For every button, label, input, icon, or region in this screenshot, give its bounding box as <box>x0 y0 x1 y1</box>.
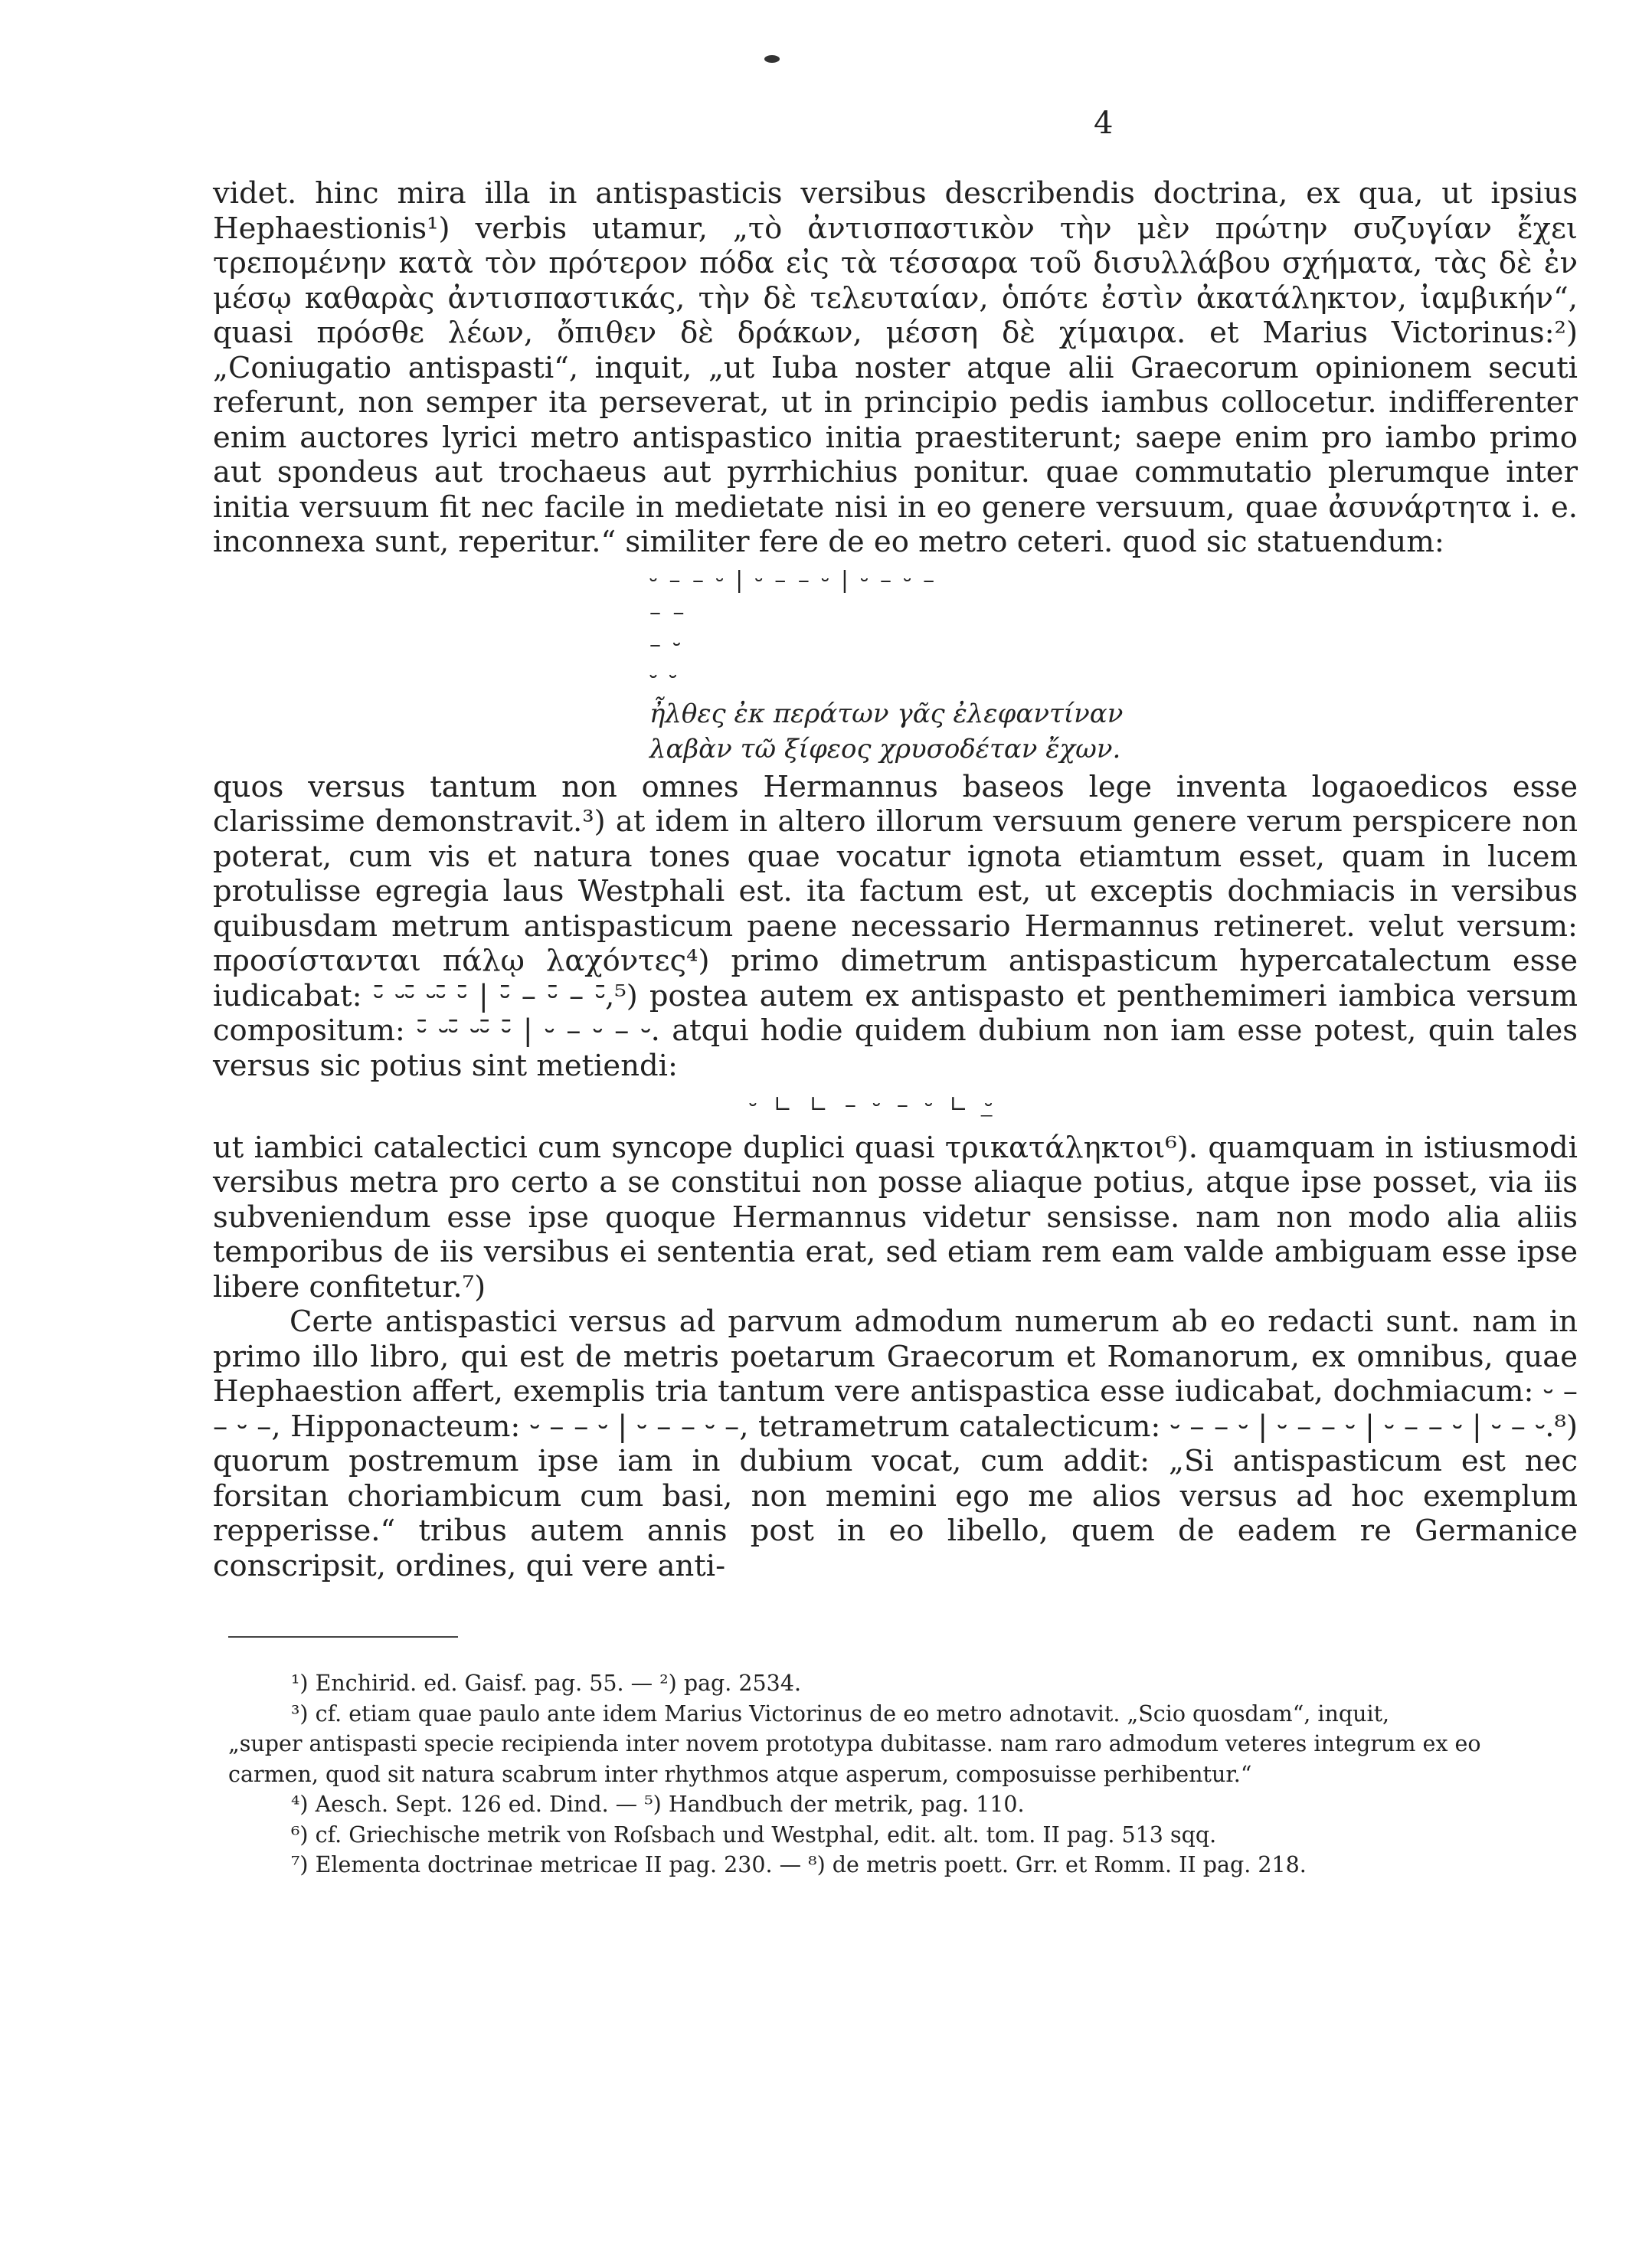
scheme-line: – – <box>649 598 687 626</box>
footnote-rule <box>228 1636 458 1638</box>
paragraph-1: videt. hinc mira illa in antispasticis versibus describendis doctrina, ex qua, ut ipsius Hephaestionis¹) verbis utamur, „τὸ ἀντισπαστικὸν τὴν μὲν πρώτην συζυγίαν ἔχει τρεπομένην κατὰ τὸν πρότερον πόδα εἰς τὰ τέσσαρα τοῦ δισυλλάβου σχήματα, τὰς δὲ ἐν μέσῳ καθαρὰς ἀντισπαστικάς, τὴν δὲ τελευταίαν, ὁπότε ἐστὶν ἀκατάληκτον, ἰαμβικήν“, quasi πρόσθε λέων, ὄπιθεν δὲ δράκων, μέσση δὲ χίμαιρα. et Marius Victorinus:²) „Coniugatio antispasti“, inquit, „ut Iuba noster atque alii Graecorum opinionem secuti referunt, non semper ita perseverat, ut in principio pedis iambus collocetur. indifferenter enim auctores lyrici metro antispastico initia praestiterunt; saepe enim pro iambo primo aut spondeus aut trochaeus aut pyrrhichius ponitur. quae commutatio plerumque inter initia versuum fit nec facile in medietate nisi in eo genere versuum, quae ἀσυνάρτητα i. e. inconnexa sunt, reperitur.“ similiter fere de eo metro ceteri. quod sic statuendum: <box>213 176 1578 559</box>
footnote: ⁷) Elementa doctrinae metricae II pag. 230. — ⁸) de metris poett. Grr. et Romm. II pag. 218. <box>291 1852 1307 1877</box>
main-text <box>213 176 1578 1583</box>
scheme-line: ⏑ – – ⏑ | ⏑ – – ⏑ | ⏑ – ⏑ – <box>649 566 937 594</box>
scheme-line: – ⏑ <box>649 630 683 658</box>
footnote-continuation: „super antispasti specie recipienda inter novem prototypa dubitasse. nam raro admodum veteres integrum ex eo <box>228 1731 1481 1756</box>
metrical-scheme-2: ⏑ ∟ ∟ – ⏑ – ⏑ ∟ ⏑̲ <box>749 1092 997 1118</box>
metrical-scheme <box>213 565 1578 693</box>
scheme-line: ⏑ ⏑ <box>649 663 679 690</box>
footnotes <box>228 1668 1578 1880</box>
greek-verse <box>213 696 1578 767</box>
ink-mark <box>764 55 780 63</box>
greek-line: λαβὰν τῶ ξίφεος χρυσοδέταν ἔχων. <box>649 733 1121 764</box>
paragraph-2: quos versus tantum non omnes Hermannus baseos lege inventa logaoedicos esse clarissime demonstravit.³) at idem in altero illorum versuum genere verum perspicere non poterat, cum vis et natura tones quae vocatur ignota etiamtum esset, quam in lucem protulisse egregia laus Westphali est. ita factum est, ut exceptis dochmiacis in versibus quibusdam metrum antispasticum paene necessario Hermannus retineret. velut versum: προσίστανται πάλῳ λαχόντες⁴) primo dimetrum antispasticum hypercatalectum esse iudicabat: ⏑̄ ⏑⏑̄ ⏑⏑̄ ⏑̄ | ⏑̄ – ⏑̄ – ⏑̄,⁵) postea autem ex antispasto et penthemimeri iambica versum compositum: ⏑̄ ⏑⏑̄ ⏑⏑̄ ⏑̄ | ⏑ – ⏑ – ⏑. atqui hodie quidem dubium non iam esse potest, quin tales versus sic potius sint metiendi: <box>213 769 1578 1083</box>
greek-line: ἦλθες ἐκ περάτων γᾶς ἐλεφαντίναν <box>649 698 1124 729</box>
page-number: 4 <box>1094 106 1114 141</box>
footnote: ⁶) cf. Griechische metrik von Roſsbach und Westphal, edit. alt. tom. II pag. 513 sqq. <box>291 1822 1217 1848</box>
paragraph-4: Certe antispastici versus ad parvum admodum numerum ab eo redacti sunt. nam in primo illo libro, qui est de metris poetarum Graecorum et Romanorum, ex omnibus, quae Hephaestion affert, exemplis tria tantum vere antispastica esse iudicabat, dochmiacum: ⏑ – – ⏑ –, Hipponacteum: ⏑ – – ⏑ | ⏑ – – ⏑ –, tetrametrum catalecticum: ⏑ – – ⏑ | ⏑ – – ⏑ | ⏑ – – ⏑ | ⏑ – ⏑.⁸) quorum postremum ipse iam in dubium vocat, cum addit: „Si antispasticum est nec forsitan choriambicum cum basi, non memini ego me alios versus ad hoc exemplum repperisse.“ tribus autem annis post in eo libello, quem de eadem re Germanice conscripsit, ordines, qui vere anti- <box>213 1304 1578 1583</box>
footnote: ¹) Enchirid. ed. Gaisf. pag. 55. — ²) pag. 2534. <box>291 1671 802 1696</box>
paragraph-3: ut iambici catalectici cum syncope duplici quasi τρικατάληκτοι⁶). quamquam in istiusmodi versibus metra pro certo a se constitui non posse aliaque potius, atque ipse posset, via iis subveniendum esse ipse quoque Hermannus videtur sensisse. nam non modo alia aliis temporibus de iis versibus ei sententia erat, sed etiam rem eam valde ambiguam esse ipse libere confitetur.⁷) <box>213 1130 1578 1304</box>
footnote-continuation: carmen, quod sit natura scabrum inter rhythmos atque asperum, composuisse perhibentur.“ <box>228 1761 1252 1787</box>
footnote: ³) cf. etiam quae paulo ante idem Marius Victorinus de eo metro adnotavit. „Scio quosdam“, inquit, <box>291 1700 1390 1727</box>
footnote: ⁴) Aesch. Sept. 126 ed. Dind. — ⁵) Handbuch der metrik, pag. 110. <box>291 1792 1025 1817</box>
